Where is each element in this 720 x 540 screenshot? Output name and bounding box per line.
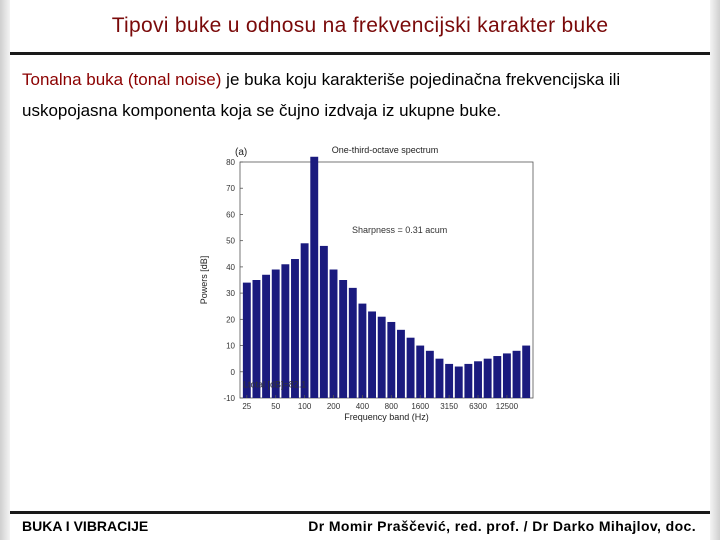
bar-200 xyxy=(330,270,338,398)
bar-5000 xyxy=(464,364,472,398)
x-tick-label: 6300 xyxy=(469,402,487,411)
x-tick-label: 1600 xyxy=(411,402,430,411)
x-tick-label: 400 xyxy=(355,402,370,411)
x-tick-label: 3150 xyxy=(440,402,459,411)
y-tick-label: 30 xyxy=(226,289,235,299)
bar-12500 xyxy=(503,353,511,398)
slide-title: Tipovi buke u odnosu na frekvencijski karakter buke xyxy=(111,14,609,37)
y-tick-label: 10 xyxy=(226,341,235,351)
bar-1600 xyxy=(416,346,424,398)
bar-630 xyxy=(378,317,386,398)
bar-125 xyxy=(310,157,318,398)
bar-20000 xyxy=(522,346,530,398)
y-tick-label: 60 xyxy=(226,210,235,220)
bar-315 xyxy=(349,288,357,398)
sharpness-annotation: Sharpness = 0.31 acum xyxy=(352,224,448,235)
bar-3150 xyxy=(445,364,453,398)
title-divider xyxy=(10,52,710,55)
bar-16000 xyxy=(513,351,521,398)
y-tick-label: 0 xyxy=(230,367,235,377)
slide-paragraph xyxy=(22,64,702,126)
slide-left-border xyxy=(0,0,10,540)
x-tick-label: 100 xyxy=(297,402,312,411)
y-tick-label: 80 xyxy=(226,158,235,167)
bar-500 xyxy=(368,311,376,398)
y-tick-label: 20 xyxy=(226,315,235,325)
y-tick-label: 50 xyxy=(226,236,235,246)
total-level-annotation: Ltotal [dB]=82.1 xyxy=(243,379,307,390)
tonal-noise-definition: je buka koju karakteriše pojedinačna frekvencijska ili uskopojasna komponenta koja se čujno izdvaja iz ukupne buke. xyxy=(22,70,621,120)
x-tick-label: 12500 xyxy=(495,402,519,411)
spectrum-chart-svg xyxy=(195,140,540,430)
slide xyxy=(10,0,710,540)
x-tick-label: 50 xyxy=(271,402,281,411)
bar-2000 xyxy=(426,351,434,398)
footer-divider xyxy=(10,511,710,514)
chart-title: One-third-octave spectrum xyxy=(331,145,439,155)
bar-2500 xyxy=(436,359,444,398)
spectrum-chart xyxy=(195,140,540,430)
bar-100 xyxy=(301,243,309,398)
bar-4000 xyxy=(455,367,463,398)
bar-1000 xyxy=(397,330,405,398)
course-name: BUKA I VIBRACIJE xyxy=(22,518,149,534)
x-tick-label: 800 xyxy=(384,402,398,411)
bar-1250 xyxy=(407,338,415,398)
bar-8000 xyxy=(484,359,492,398)
y-tick-label: -10 xyxy=(223,394,235,403)
authors: Dr Momir Praščević, red. prof. / Dr Darko Mihajlov, doc. xyxy=(308,518,696,534)
bar-10000 xyxy=(493,356,501,398)
bar-250 xyxy=(339,280,347,398)
bar-63 xyxy=(281,264,289,398)
tonal-noise-term: Tonalna buka xyxy=(22,70,124,89)
slide-right-border xyxy=(710,0,720,540)
bar-800 xyxy=(387,322,395,398)
x-axis-label: Frequency band (Hz) xyxy=(344,412,429,422)
chart-panel-label: (a) xyxy=(235,147,248,158)
x-tick-label: 25 xyxy=(242,402,252,411)
tonal-noise-english: (tonal noise) xyxy=(127,70,222,89)
y-tick-label: 40 xyxy=(226,262,235,272)
x-tick-label: 200 xyxy=(326,402,341,411)
bar-160 xyxy=(320,246,328,398)
bar-6300 xyxy=(474,361,482,398)
y-tick-label: 70 xyxy=(226,184,235,194)
bar-400 xyxy=(358,304,366,398)
bar-80 xyxy=(291,259,299,398)
y-axis-label: Powers [dB] xyxy=(199,255,209,305)
